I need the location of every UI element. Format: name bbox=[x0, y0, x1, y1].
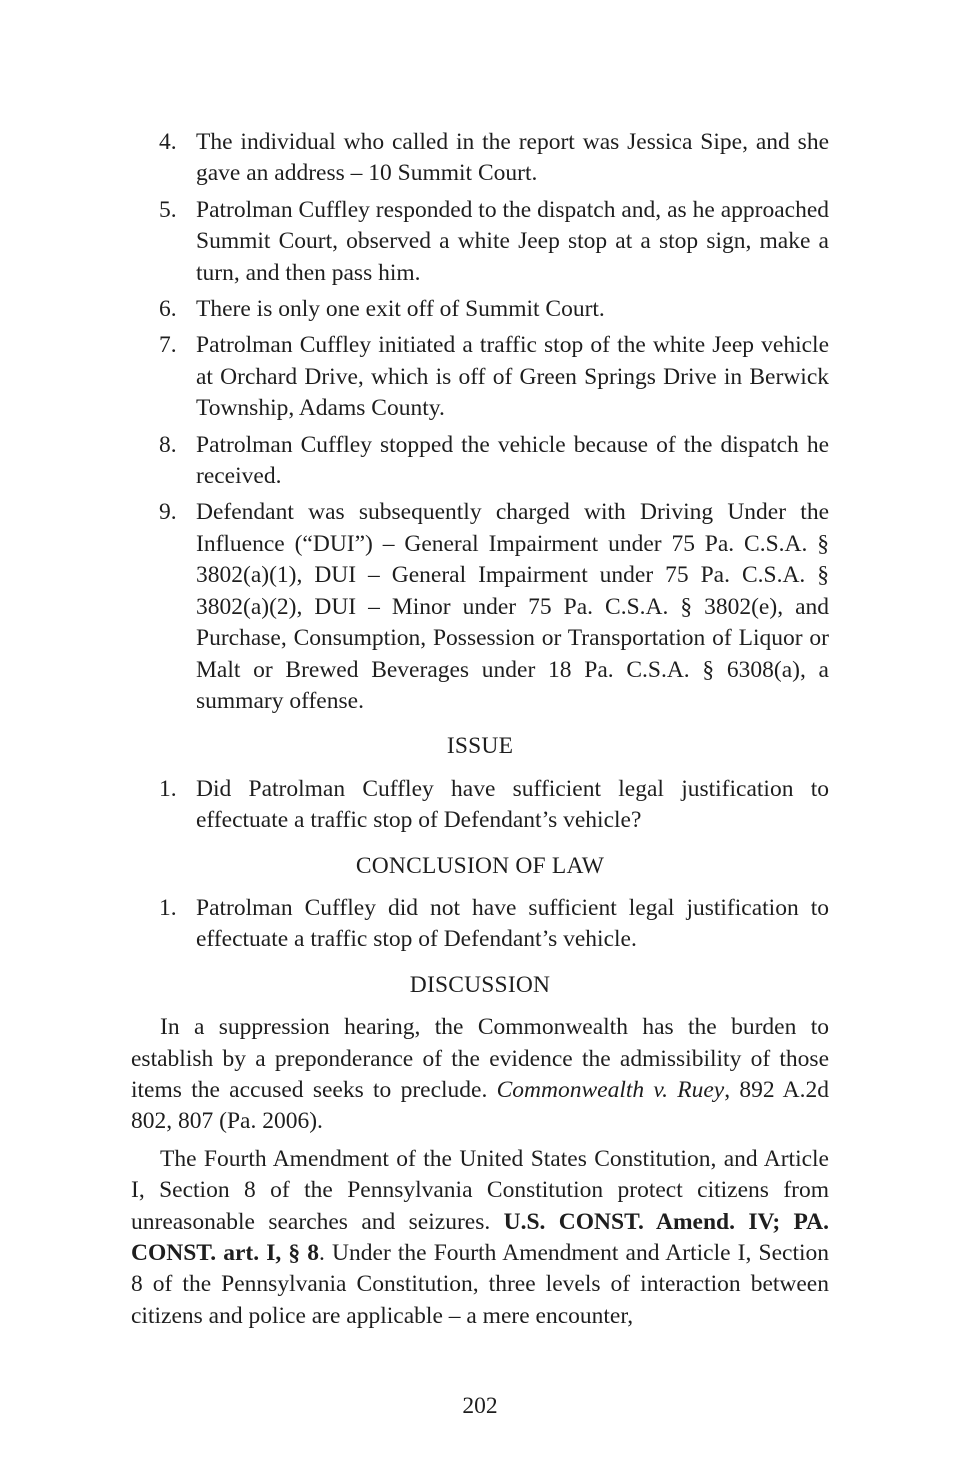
conclusion-heading: CONCLUSION OF LAW bbox=[355, 852, 605, 879]
list-item bbox=[131, 497, 829, 717]
citation-reporter: , 892 A.2d 802, 807 (Pa. 2006). bbox=[131, 1076, 829, 1135]
discussion-paragraph-2 bbox=[131, 1144, 829, 1332]
item-number: 8. bbox=[159, 431, 177, 458]
document-page bbox=[131, 127, 829, 1338]
item-number: 1. bbox=[159, 775, 177, 802]
item-text: Patrolman Cuffley responded to the dispatch and, as he approached Summit Court, observed a white Jeep stop at a stop sign, make a turn, and then pass him. bbox=[196, 196, 829, 286]
list-item bbox=[131, 893, 829, 956]
issue-heading: ISSUE bbox=[446, 733, 514, 760]
item-text: Patrolman Cuffley stopped the vehicle because of the dispatch he received. bbox=[196, 431, 829, 490]
conclusion-list bbox=[131, 893, 829, 956]
paragraph-text: The Fourth Amendment of the United States Constitution, and Article I, Section 8 of the Pennsylvania Constitution protect citizens from unreasonable searches and seizures. bbox=[131, 1145, 829, 1235]
issue-list bbox=[131, 774, 829, 837]
item-number: 5. bbox=[159, 196, 177, 223]
item-text: Defendant was subsequently charged with Driving Under the Influence (“DUI”) – General Impairment under 75 Pa. C.S.A. § 3802(a)(1), DUI – General Impairment under 75 Pa. C.S.A. § 3802(a)(2), DUI – Minor under 75 Pa. C.S.A. § 3802(e), and Purchase, Consumption, Possession or Transportation of Liquor or Malt or Brewed Beverages under 18 Pa. C.S.A. § 6308(a), a summary offense. bbox=[196, 499, 829, 714]
paragraph-text: In a suppression hearing, the Commonwealth has the burden to establish by a preponderance of the evidence the admissibility of those items the accused seeks to preclude. bbox=[131, 1014, 829, 1103]
discussion-heading: DISCUSSION bbox=[409, 971, 551, 998]
constitution-citation: U.S. CONST. Amend. IV; PA. CONST. art. I, § 8 bbox=[131, 1208, 829, 1266]
list-item bbox=[131, 195, 829, 289]
item-text: Patrolman Cuffley did not have sufficient legal justification to effectuate a traffic stop of Defendant’s vehicle. bbox=[196, 894, 829, 953]
list-item bbox=[131, 294, 829, 325]
item-text: Did Patrolman Cuffley have sufficient legal justification to effectuate a traffic stop of Defendant’s vehicle? bbox=[196, 775, 829, 834]
paragraph-text-continued: . Under the Fourth Amendment and Article I, Section 8 of the Pennsylvania Constitution, three levels of interaction between citizens and police are applicable – a mere encounter, bbox=[131, 1240, 829, 1329]
list-item bbox=[131, 774, 829, 837]
findings-of-fact-list bbox=[131, 127, 829, 717]
discussion-paragraph-1 bbox=[131, 1012, 829, 1138]
case-citation: Commonwealth v. Ruey bbox=[496, 1076, 725, 1103]
item-text: The individual who called in the report was Jessica Sipe, and she gave an address – 10 Summit Court. bbox=[196, 129, 829, 187]
list-item bbox=[131, 430, 829, 493]
item-number: 6. bbox=[159, 296, 177, 323]
item-number: 9. bbox=[159, 499, 177, 526]
item-number: 4. bbox=[159, 129, 177, 155]
list-item bbox=[131, 127, 829, 190]
page-number: 202 bbox=[462, 1393, 498, 1419]
item-text: Patrolman Cuffley initiated a traffic stop of the white Jeep vehicle at Orchard Drive, which is off of Green Springs Drive in Berwick Township, Adams County. bbox=[196, 332, 829, 422]
item-number: 1. bbox=[159, 894, 177, 921]
list-item bbox=[131, 330, 829, 424]
item-number: 7. bbox=[159, 332, 177, 359]
item-text: There is only one exit off of Summit Court. bbox=[196, 296, 605, 323]
